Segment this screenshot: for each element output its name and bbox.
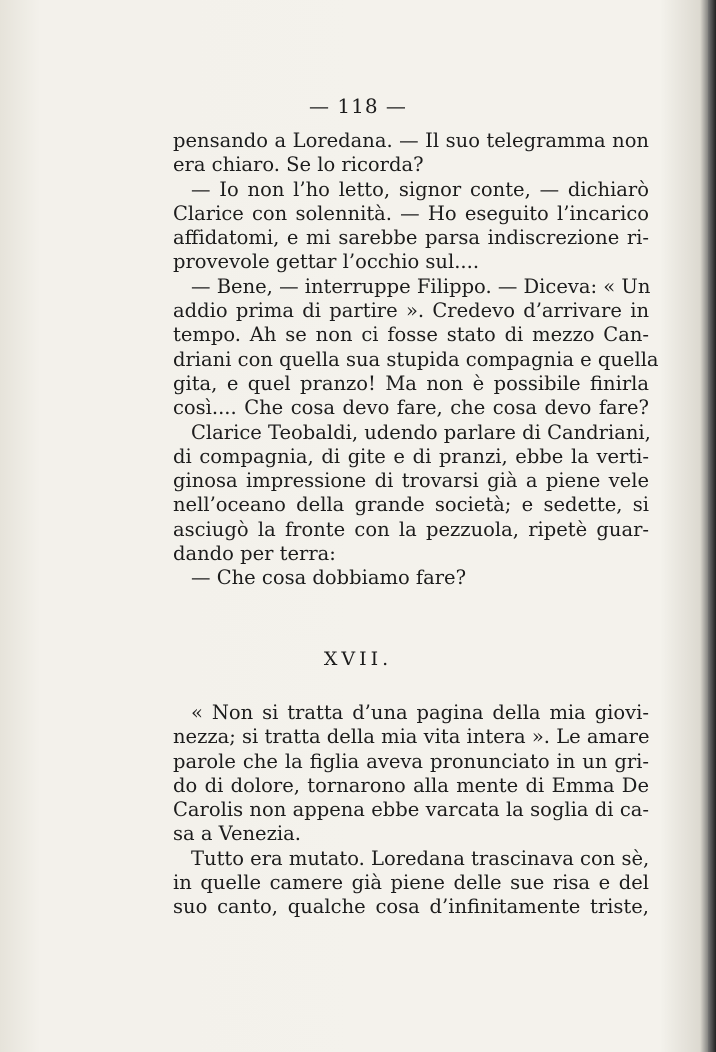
text-line: driani con quella sua stupida compagnia e quella <box>173 347 659 371</box>
text-line: Clarice Teobaldi, udendo parlare di Candriani, <box>191 420 651 444</box>
text-line: tempo. Ah se non ci fosse stato di mezzo Can- <box>173 323 649 347</box>
text-line: dando per terra: <box>173 542 336 566</box>
text-line: asciugò la fronte con la pezzuola, ripetè guar- <box>173 517 649 541</box>
text-line: Clarice con solennità. — Ho eseguito l’incarico <box>173 201 649 225</box>
text-line: in quelle camere già piene delle sue risa e del <box>173 871 649 895</box>
text-block-lower <box>173 701 649 920</box>
text-line: suo canto, qualche cosa d’infinitamente triste, <box>173 895 649 919</box>
page-edge-shadow <box>708 0 716 1052</box>
text-line: — Che cosa dobbiamo fare? <box>191 566 467 590</box>
text-line: gita, e quel pranzo! Ma non è possibile finirla <box>173 371 649 395</box>
text-line: do di dolore, tornarono alla mente di Emma De <box>173 773 649 797</box>
text-line: Tutto era mutato. Loredana trascinava con sè, <box>191 846 650 870</box>
chapter-title: XVII. <box>323 648 393 670</box>
text-block-upper <box>173 129 659 591</box>
text-line: pensando a Loredana. — Il suo telegramma non <box>173 129 649 152</box>
text-line: era chiaro. Se lo ricorda? <box>173 153 424 177</box>
text-line: di compagnia, di gite e di pranzi, ebbe la verti- <box>173 444 649 468</box>
text-line: addio prima di partire ». Credevo d’arrivare in <box>173 299 649 323</box>
text-line: parole che la figlia aveva pronunciato in un gri- <box>173 749 649 773</box>
text-line: « Non si tratta d’una pagina della mia giovi- <box>191 701 649 724</box>
text-line: ginosa impressione di trovarsi già a piene vele <box>173 469 649 493</box>
text-line: nell’oceano della grande società; e sedette, si <box>173 493 649 517</box>
text-line: Carolis non appena ebbe varcata la soglia di ca- <box>173 798 649 822</box>
text-line: affidatomi, e mi sarebbe parsa indiscrezione ri- <box>173 226 649 250</box>
text-line: nezza; si tratta della mia vita intera ». Le amare <box>173 725 650 749</box>
text-line: così.... Che cosa devo fare, che cosa devo fare? <box>173 396 649 420</box>
text-line: — Bene, — interruppe Filippo. — Diceva: « Un <box>191 274 651 298</box>
text-line: sa a Venezia. <box>173 822 301 846</box>
text-line: provevole gettar l’occhio sul.... <box>173 250 480 274</box>
page-number: — 118 — <box>309 94 407 118</box>
text-line: — Io non l’ho letto, signor conte, — dichiarò <box>191 177 649 201</box>
